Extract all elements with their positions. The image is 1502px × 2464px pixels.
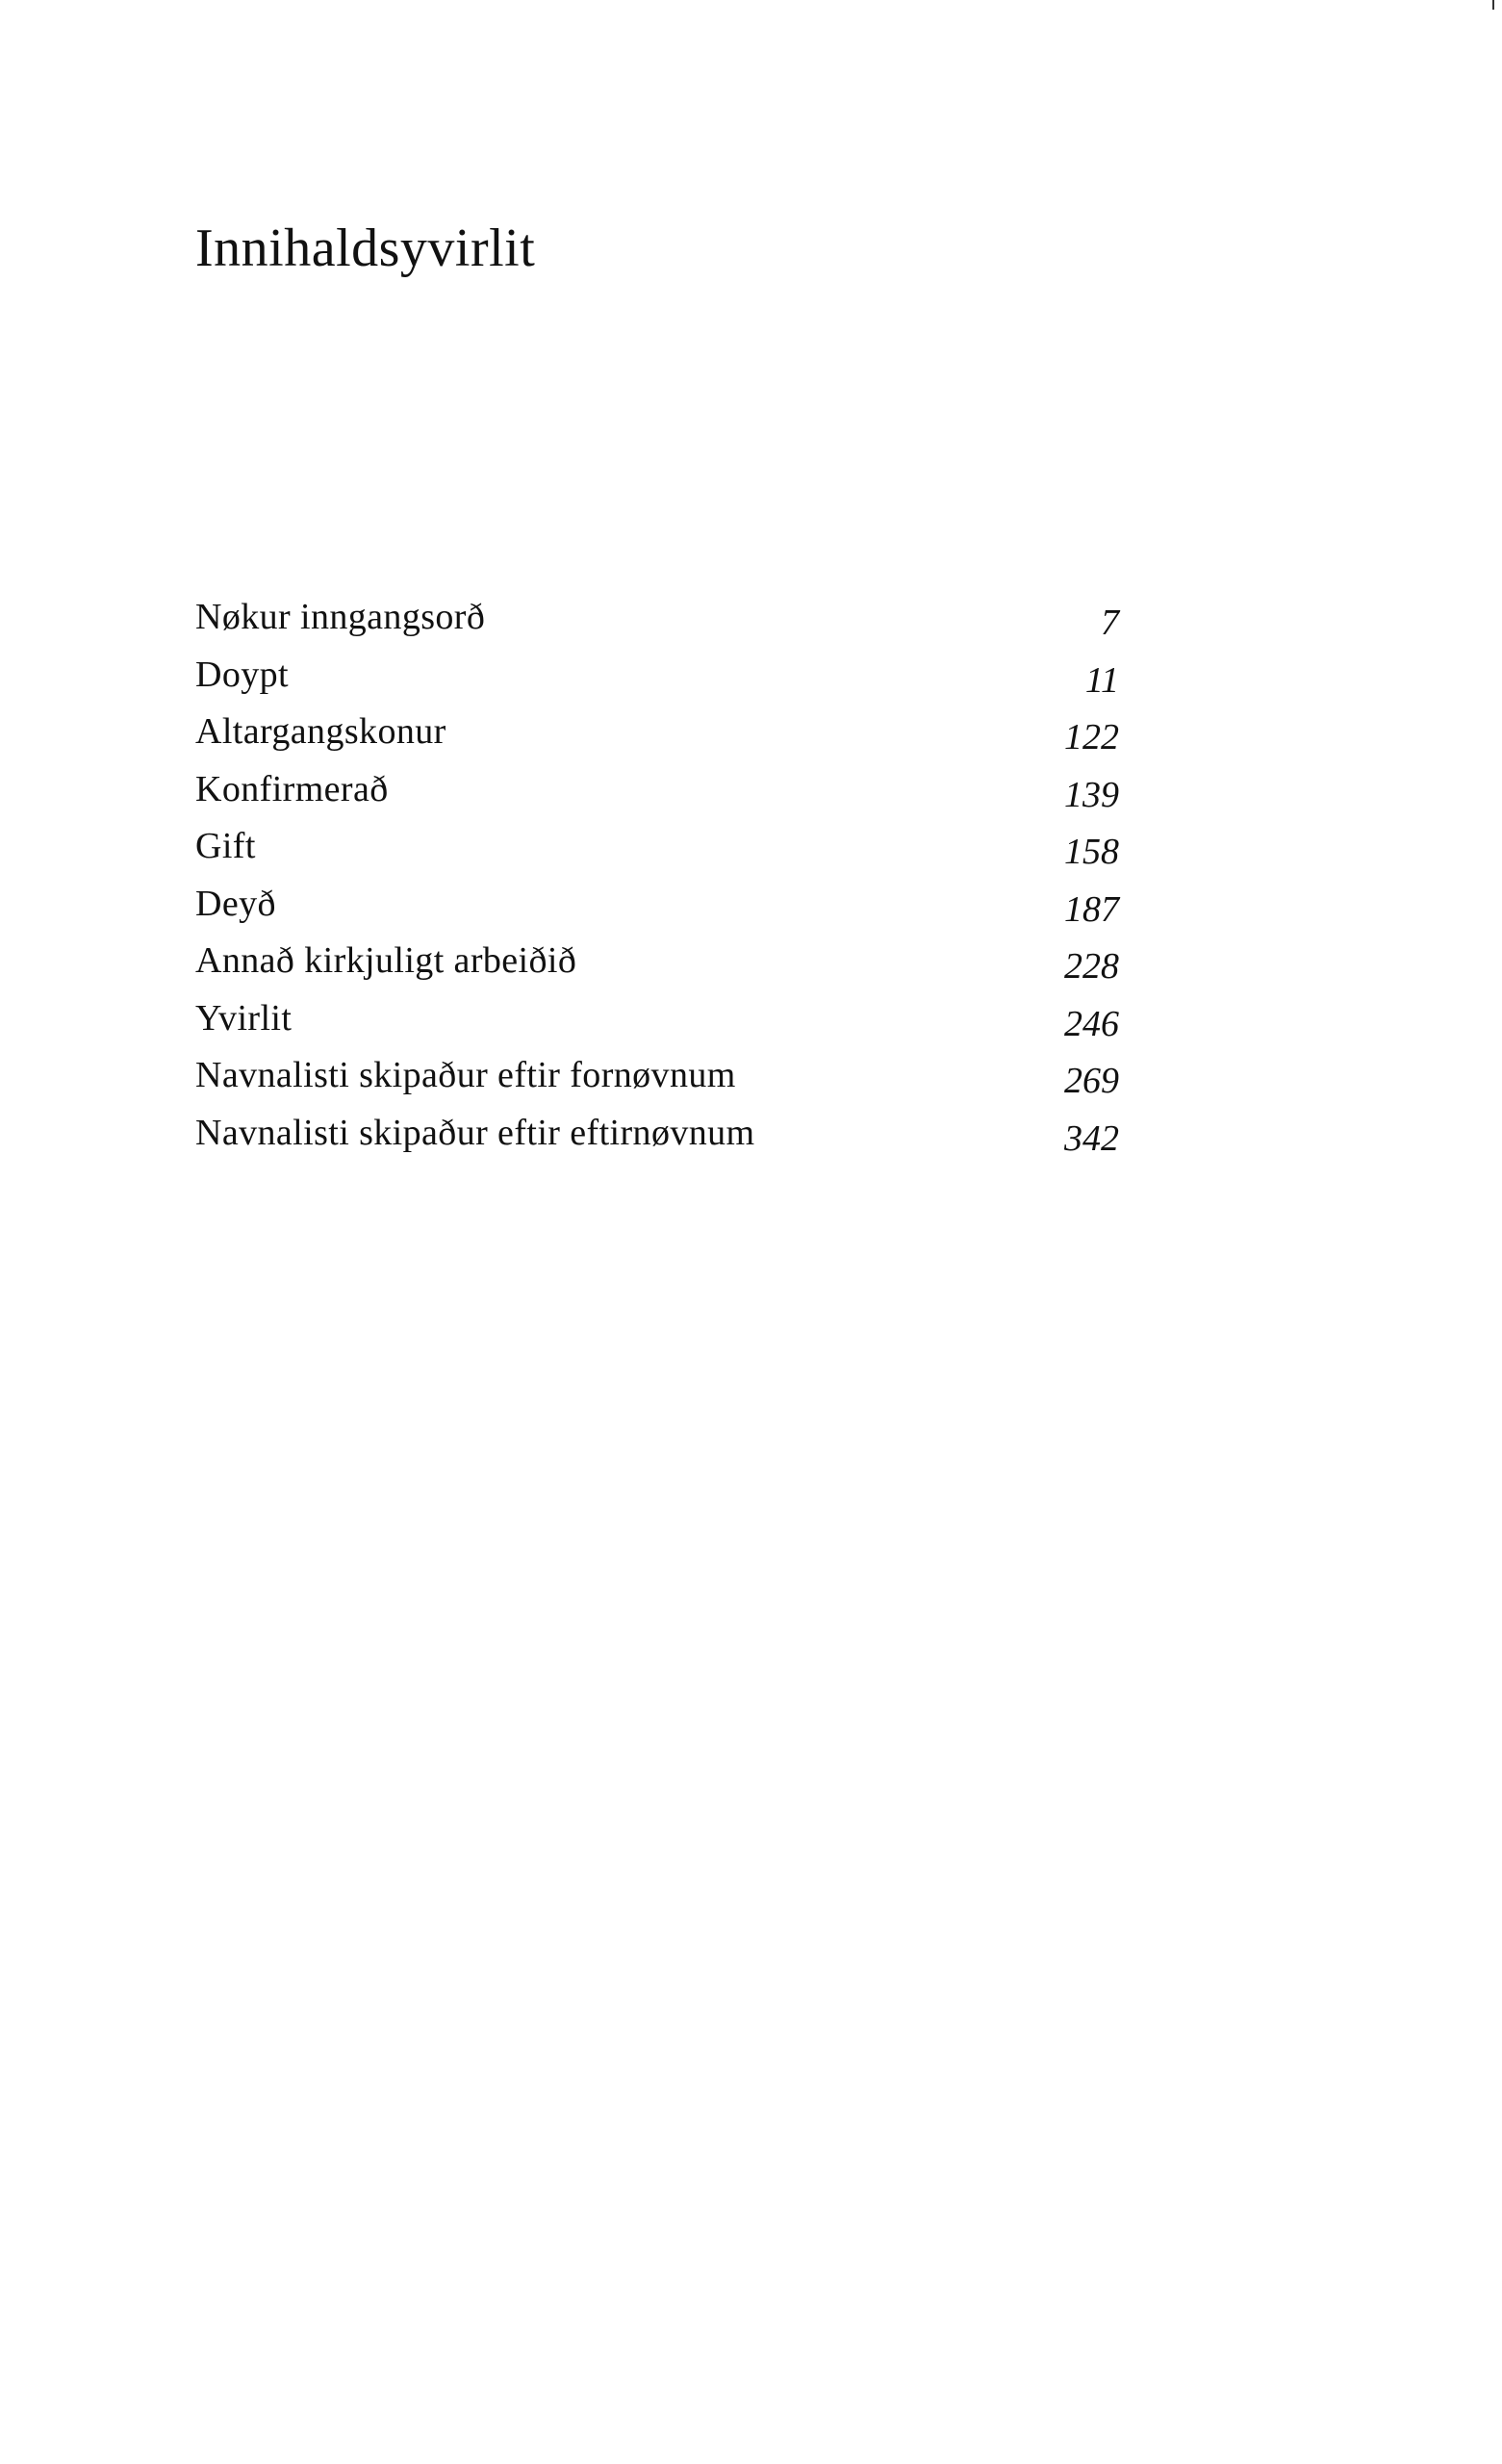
toc-entry-label: Konfirmerað [195, 768, 389, 809]
toc-entry [195, 933, 1119, 990]
page-title: Innihaldsyvirlit [195, 218, 536, 278]
table-of-contents [195, 589, 1119, 1162]
toc-entry [195, 647, 1119, 705]
toc-entry [195, 589, 1119, 647]
toc-entry [195, 876, 1119, 934]
toc-entry-label: Navnalisti skipaður eftir eftirnøvnum [195, 1112, 755, 1153]
toc-entry-label: Gift [195, 826, 256, 866]
toc-entry-label: Yvirlit [195, 997, 293, 1039]
toc-entry [195, 704, 1119, 761]
toc-entry-label: Altargangskonur [195, 711, 446, 752]
toc-entry-label: Doypt [195, 654, 289, 695]
toc-entry-page: 228 [1064, 946, 1119, 987]
toc-entry-label: Annað kirkjuligt arbeiðið [195, 940, 577, 981]
toc-entry-page: 11 [1084, 659, 1119, 701]
toc-entry-label: Deyð [195, 883, 276, 924]
toc-entry [195, 1105, 1119, 1163]
toc-entry [195, 990, 1119, 1048]
toc-entry-page: 269 [1064, 1061, 1119, 1101]
scan-mark [1492, 0, 1494, 10]
toc-entry-page: 139 [1064, 774, 1119, 815]
toc-entry [195, 818, 1119, 876]
toc-entry-page: 7 [1101, 603, 1119, 643]
toc-entry [195, 761, 1119, 819]
toc-entry-label: Navnalisti skipaður eftir fornøvnum [195, 1055, 736, 1095]
toc-entry-page: 187 [1064, 888, 1119, 930]
toc-entry-page: 122 [1064, 717, 1119, 757]
toc-entry [195, 1047, 1119, 1105]
toc-entry-page: 246 [1064, 1003, 1119, 1044]
toc-entry-page: 342 [1064, 1117, 1119, 1159]
toc-entry-page: 158 [1064, 832, 1119, 872]
toc-entry-label: Nøkur inngangsorð [195, 597, 486, 637]
